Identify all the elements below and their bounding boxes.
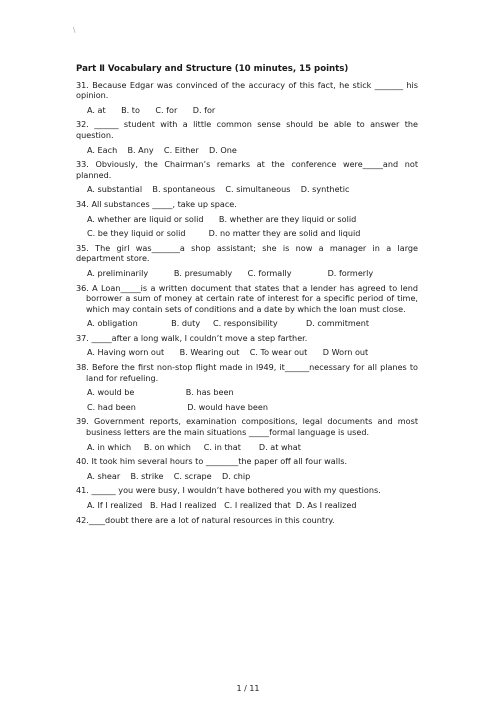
question-list: [76, 80, 418, 526]
section-heading: Part Ⅱ Vocabulary and Structure (10 minutes, 15 points): [76, 64, 349, 74]
question-stem: 33. Obviously, the Chairman’s remarks at the conference were_____and not planned.: [76, 159, 418, 180]
question-block: [76, 456, 418, 481]
answer-options: A. at B. to C. for D. for: [87, 104, 216, 115]
question-block: [76, 159, 418, 195]
answer-options: A. preliminarily B. presumably C. formally D. formerly: [87, 267, 374, 278]
question-block: [76, 485, 418, 510]
answer-options: C. be they liquid or solid D. no matter they are solid and liquid: [87, 228, 361, 239]
answer-options: A. in which B. on which C. in that D. at what: [87, 441, 301, 452]
answer-options: A. shear B. strike C. scrape D. chip: [87, 470, 251, 481]
document-body: [76, 64, 418, 525]
answer-options: A. would be B. has been: [87, 387, 234, 398]
answer-options: A. Each B. Any C. Either D. One: [87, 144, 237, 155]
answer-options: A. obligation B. duty C. responsibility D. commitment: [87, 318, 370, 329]
question-stem: 31. Because Edgar was convinced of the accuracy of this fact, he stick _______ his opinion.: [76, 79, 418, 101]
question-block: [76, 119, 418, 155]
question-block: [76, 362, 418, 412]
question-stem: 34. All substances _____, take up space.: [76, 198, 237, 209]
question-block: [76, 80, 418, 116]
answer-options: A. whether are liquid or solid B. whether are they liquid or solid: [87, 213, 357, 224]
question-block: [76, 199, 418, 239]
question-block: [76, 333, 418, 358]
question-stem: 42.____doubt there are a lot of natural resources in this country.: [76, 514, 335, 525]
answer-options: A. If I realized B. Had I realized C. I realized that D. As I realized: [87, 500, 357, 510]
answer-options: A. substantial B. spontaneous C. simultaneous D. synthetic: [87, 184, 350, 195]
question-stem: 38. Before the first non-stop flight made in l949, it______necessary for all planes to land for refueling.: [76, 362, 418, 383]
question-stem: 37. _____after a long walk, I couldn’t move a step farther.: [76, 332, 308, 343]
question-stem: 40. It took him several hours to ________the paper off all four walls.: [76, 456, 348, 467]
question-stem: 35. The girl was_______a shop assistant; she is now a manager in a large department store.: [76, 242, 418, 264]
question-block: [76, 243, 418, 279]
page-number: 1 / 11: [236, 684, 260, 693]
question-block: [76, 515, 418, 526]
question-stem: 41. ______ you were busy, I wouldn’t have bothered you with my questions.: [76, 485, 381, 496]
question-stem: 32. ______ student with a little common sense should be able to answer the question.: [76, 119, 418, 140]
question-stem: 39. Government reports, examination compositions, legal documents and most business letters are the main situations _____formal language is used.: [76, 416, 418, 438]
question-stem: 36. A Loan_____is a written document that states that a lender has agreed to lend borrower a sum of money at certain rate of interest for a specific period of time, which may contain sets of conditions and a date by which the loan must close.: [76, 282, 418, 314]
answer-options: A. Having worn out B. Wearing out C. To wear out D Worn out: [87, 347, 369, 358]
answer-options: C. had been D. would have been: [87, 401, 268, 412]
corner-mark: \: [73, 26, 76, 34]
question-block: [76, 283, 418, 329]
question-block: [76, 416, 418, 452]
